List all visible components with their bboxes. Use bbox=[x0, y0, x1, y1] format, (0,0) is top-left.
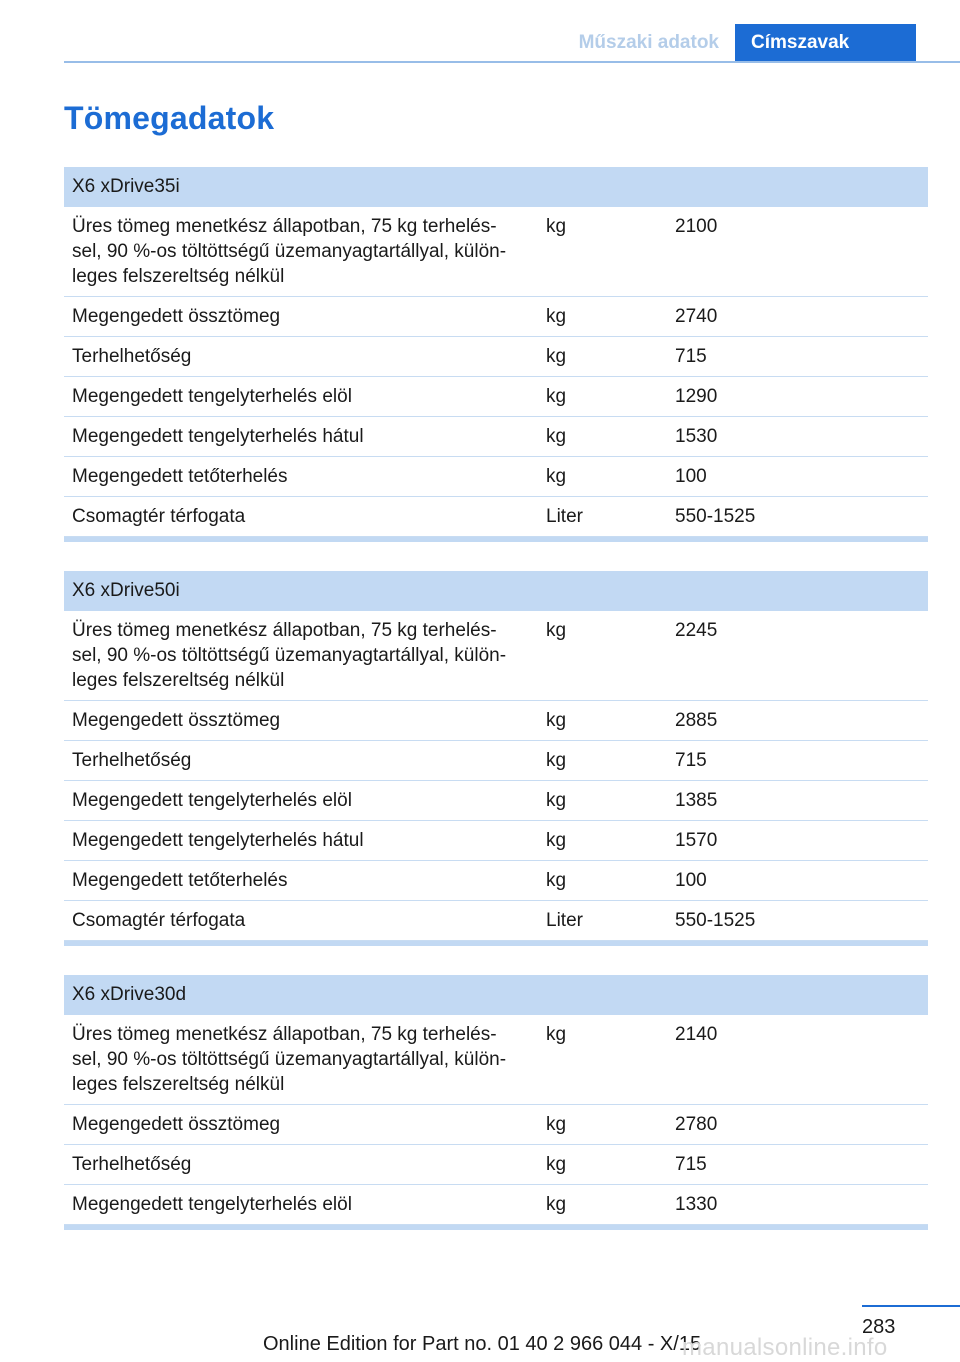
table-row bbox=[64, 1185, 928, 1225]
page-number-divider bbox=[862, 1305, 960, 1307]
row-label: Üres tömeg menetkész állapotban, 75 kg terhelés- sel, 90 %-os töltöttségű üzemanyagtartállyal, külön- leges felszereltség nélkül bbox=[72, 216, 507, 287]
row-label: Terhelhetőség bbox=[72, 346, 192, 367]
row-value: 1385 bbox=[675, 790, 718, 811]
row-value: 100 bbox=[675, 466, 707, 487]
row-unit: kg bbox=[546, 710, 567, 731]
row-label: Megengedett össztömeg bbox=[72, 710, 281, 731]
table-row bbox=[64, 377, 928, 417]
row-label: Megengedett tengelyterhelés elöl bbox=[72, 1194, 352, 1215]
tab-index[interactable]: Címszavak bbox=[735, 24, 916, 62]
row-unit: kg bbox=[546, 466, 567, 487]
row-label: Megengedett össztömeg bbox=[72, 306, 281, 327]
row-label: Megengedett tengelyterhelés elöl bbox=[72, 386, 352, 407]
row-label: Megengedett tengelyterhelés elöl bbox=[72, 790, 352, 811]
table-row bbox=[64, 821, 928, 861]
row-value: 2245 bbox=[675, 620, 718, 641]
row-label: Csomagtér térfogata bbox=[72, 910, 246, 931]
row-value: 2780 bbox=[675, 1114, 718, 1135]
row-unit: kg bbox=[546, 216, 567, 237]
row-unit: kg bbox=[546, 830, 567, 851]
table-row bbox=[64, 701, 928, 741]
table-end-bar bbox=[64, 1225, 928, 1230]
row-label: Megengedett tetőterhelés bbox=[72, 870, 288, 891]
row-value: 1530 bbox=[675, 426, 718, 447]
table-end-bar bbox=[64, 941, 928, 946]
row-value: 1330 bbox=[675, 1194, 718, 1215]
row-unit: Liter bbox=[546, 506, 583, 527]
weight-tables bbox=[64, 167, 928, 1259]
table-row bbox=[64, 297, 928, 337]
row-value: 2740 bbox=[675, 306, 718, 327]
row-unit: kg bbox=[546, 870, 567, 891]
row-value: 1290 bbox=[675, 386, 718, 407]
row-value: 2885 bbox=[675, 710, 718, 731]
row-label: Megengedett tengelyterhelés hátul bbox=[72, 426, 364, 447]
row-unit: kg bbox=[546, 1114, 567, 1135]
row-unit: kg bbox=[546, 1194, 567, 1215]
table-row bbox=[64, 741, 928, 781]
row-label: Megengedett tetőterhelés bbox=[72, 466, 288, 487]
row-unit: Liter bbox=[546, 910, 583, 931]
row-unit: kg bbox=[546, 346, 567, 367]
table-row bbox=[64, 417, 928, 457]
table-row bbox=[64, 207, 928, 297]
row-unit: kg bbox=[546, 306, 567, 327]
spec-table bbox=[64, 571, 928, 946]
table-end-bar bbox=[64, 537, 928, 542]
row-unit: kg bbox=[546, 426, 567, 447]
row-label: Megengedett össztömeg bbox=[72, 1114, 281, 1135]
row-unit: kg bbox=[546, 750, 567, 771]
spec-table bbox=[64, 975, 928, 1230]
table-row bbox=[64, 497, 928, 537]
table-row bbox=[64, 1145, 928, 1185]
row-label: Megengedett tengelyterhelés hátul bbox=[72, 830, 364, 851]
row-label: Csomagtér térfogata bbox=[72, 506, 246, 527]
row-label: Terhelhetőség bbox=[72, 1154, 192, 1175]
row-unit: kg bbox=[546, 1154, 567, 1175]
table-row bbox=[64, 457, 928, 497]
header-tabs bbox=[555, 24, 916, 62]
row-label: Üres tömeg menetkész állapotban, 75 kg terhelés- sel, 90 %-os töltöttségű üzemanyagtartállyal, külön- leges felszereltség nélkül bbox=[72, 1024, 507, 1095]
table-row bbox=[64, 1015, 928, 1105]
spec-table bbox=[64, 167, 928, 542]
row-label: Üres tömeg menetkész állapotban, 75 kg terhelés- sel, 90 %-os töltöttségű üzemanyagtartállyal, külön- leges felszereltség nélkül bbox=[72, 620, 507, 691]
spec-table-title: X6 xDrive30d bbox=[64, 975, 928, 1015]
row-value: 550-1525 bbox=[675, 506, 756, 527]
page-title: Tömegadatok bbox=[64, 100, 275, 136]
table-row bbox=[64, 901, 928, 941]
row-unit: kg bbox=[546, 386, 567, 407]
row-value: 2140 bbox=[675, 1024, 718, 1045]
row-unit: kg bbox=[546, 620, 567, 641]
table-row bbox=[64, 1105, 928, 1145]
tab-technical-data[interactable]: Műszaki adatok bbox=[578, 32, 719, 53]
watermark: manualsonline.info bbox=[682, 1334, 888, 1361]
spec-table-title: X6 xDrive35i bbox=[64, 167, 928, 207]
row-unit: kg bbox=[546, 1024, 567, 1045]
row-value: 715 bbox=[675, 1154, 707, 1175]
table-row bbox=[64, 861, 928, 901]
row-value: 1570 bbox=[675, 830, 718, 851]
table-row bbox=[64, 781, 928, 821]
edition-footer: Online Edition for Part no. 01 40 2 966 044 - X/15 bbox=[263, 1333, 702, 1355]
row-value: 715 bbox=[675, 346, 707, 367]
table-row bbox=[64, 337, 928, 377]
table-row bbox=[64, 611, 928, 701]
row-value: 2100 bbox=[675, 216, 718, 237]
row-label: Terhelhetőség bbox=[72, 750, 192, 771]
header-divider bbox=[64, 61, 960, 63]
row-value: 100 bbox=[675, 870, 707, 891]
row-value: 550-1525 bbox=[675, 910, 756, 931]
page-number: 283 bbox=[862, 1316, 896, 1338]
spec-table-title: X6 xDrive50i bbox=[64, 571, 928, 611]
row-unit: kg bbox=[546, 790, 567, 811]
row-value: 715 bbox=[675, 750, 707, 771]
